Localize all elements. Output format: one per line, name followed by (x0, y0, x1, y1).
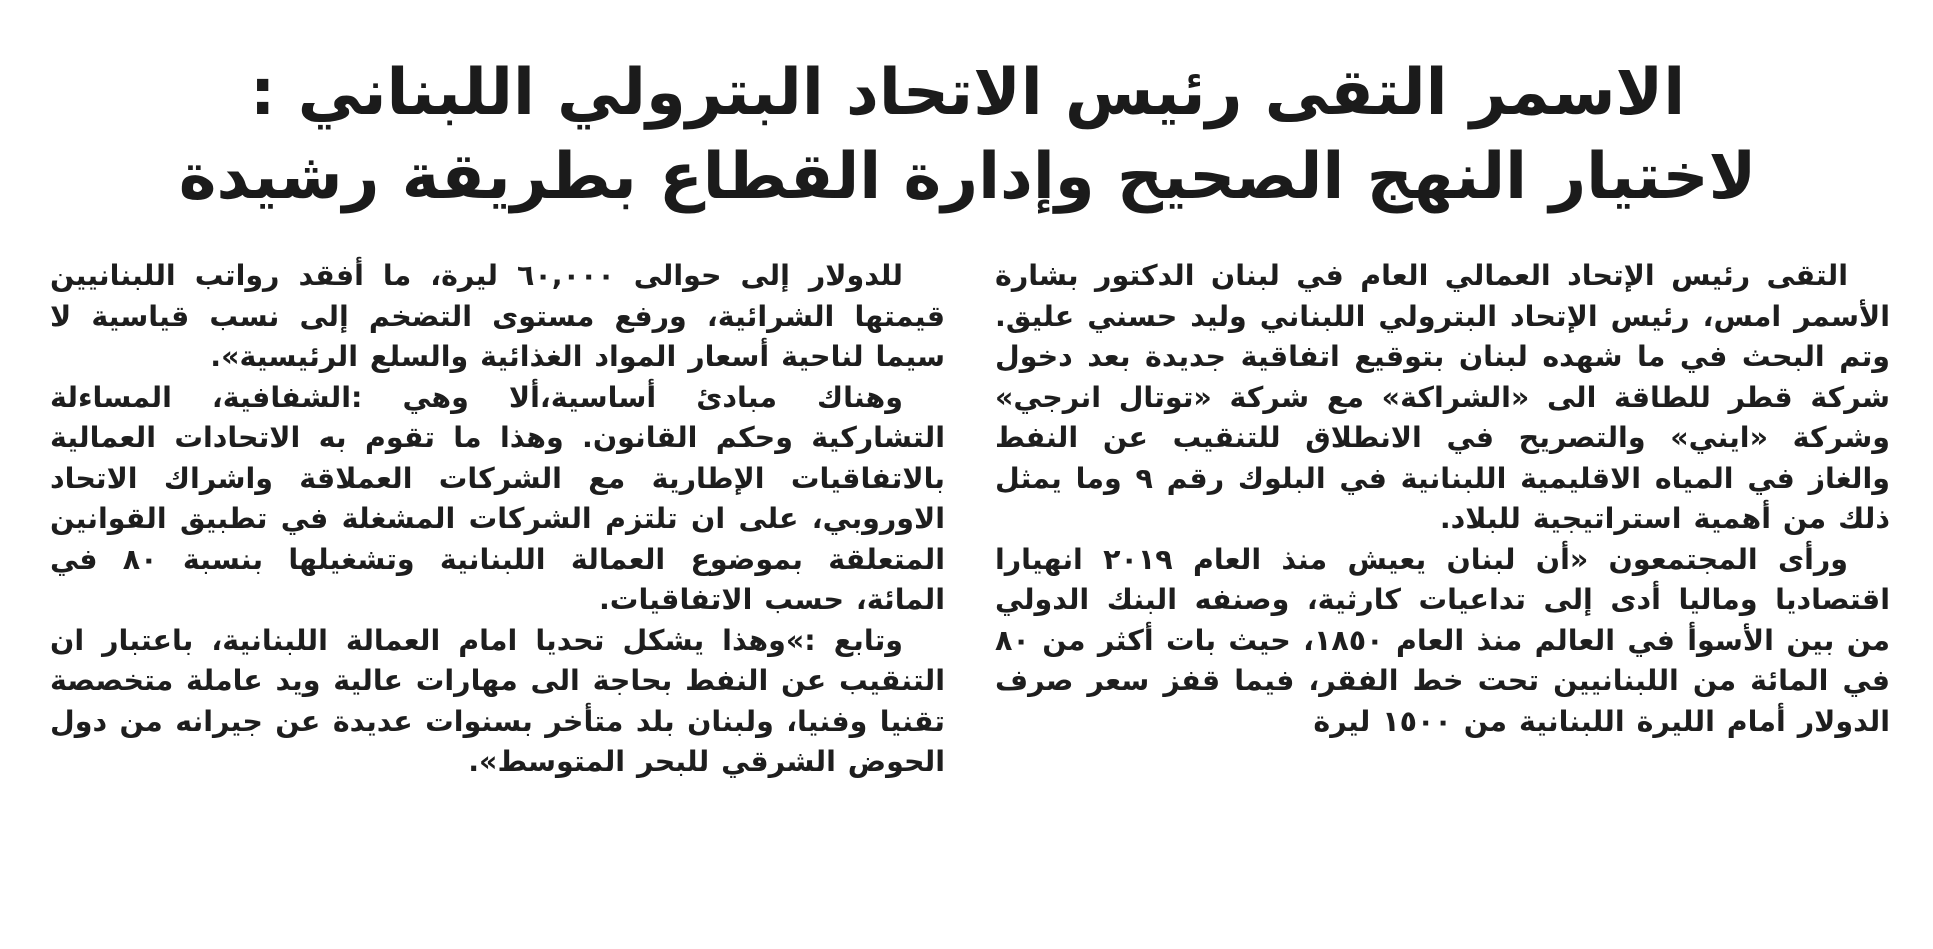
headline-line-2: لاختيار النهج الصحيح وإدارة القطاع بطريقة رشيدة (178, 140, 1757, 215)
article-paragraph: للدولار إلى حوالى ٦٠,٠٠٠ ليرة، ما أفقد رواتب اللبنانيين قيمتها الشرائية، ورفع مستوى التضخم إلى نسب قياسية لا سيما لناحية أسعار المواد الغذائية والسلع الرئيسية». (50, 259, 945, 373)
headline-line-1: الاسمر التقى رئيس الاتحاد البترولي اللبناني : (249, 56, 1686, 131)
article-paragraph: ورأى المجتمعون «أن لبنان يعيش منذ العام ٢٠١٩ انهيارا اقتصاديا وماليا أدى إلى تداعيات كارثية، وصنفه البنك الدولي من بين الأسوأ في العالم منذ العام ١٨٥٠، حيث بات أكثر من ٨٠ في المائة من اللبنانيين تحت خط الفقر، فيما قفز سعر صرف الدولار أمام الليرة اللبنانية من ١٥٠٠ ليرة (995, 542, 1890, 738)
article-headline (90, 51, 1845, 219)
article-paragraph: التقى رئيس الإتحاد العمالي العام في لبنان الدكتور بشارة الأسمر امس، رئيس الإتحاد البترولي اللبناني وليد حسني عليق. وتم البحث في ما شهده لبنان بتوقيع اتفاقية جديدة بعد دخول شركة قطر للطاقة الى «الشراكة» مع شركة «توتال انرجي» وشركة «ايني» والتصريح في الانطلاق للتنقيب عن النفط والغاز في المياه الاقليمية اللبنانية في البلوك رقم ٩ وما يمثل ذلك من أهمية استراتيجية للبلاد. (995, 259, 1890, 535)
article-column-right (995, 256, 1890, 742)
article-paragraph: وتابع :»وهذا يشكل تحديا امام العمالة اللبنانية، باعتبار ان التنقيب عن النفط بحاجة الى مهارات عالية ويد عاملة متخصصة تقنيا وفنيا، ولبنان بلد متأخر بسنوات عديدة عن جيرانه من دول الحوض الشرقي للبحر المتوسط». (50, 623, 945, 778)
article-paragraph: وهناك مبادئ أساسية،ألا وهي :الشفافية، المساءلة التشاركية وحكم القانون. وهذا ما تقوم به الاتحادات العمالية بالاتفاقيات الإطارية مع الشركات العملاقة واشراك الاتحاد الاوروبي، على ان تلتزم الشركات المشغلة في تطبيق القوانين المتعلقة بموضوع العمالة اللبنانية وتشغيلها بنسبة ٨٠ في المائة، حسب الاتفاقيات. (50, 380, 945, 616)
article-column-left (50, 256, 945, 783)
